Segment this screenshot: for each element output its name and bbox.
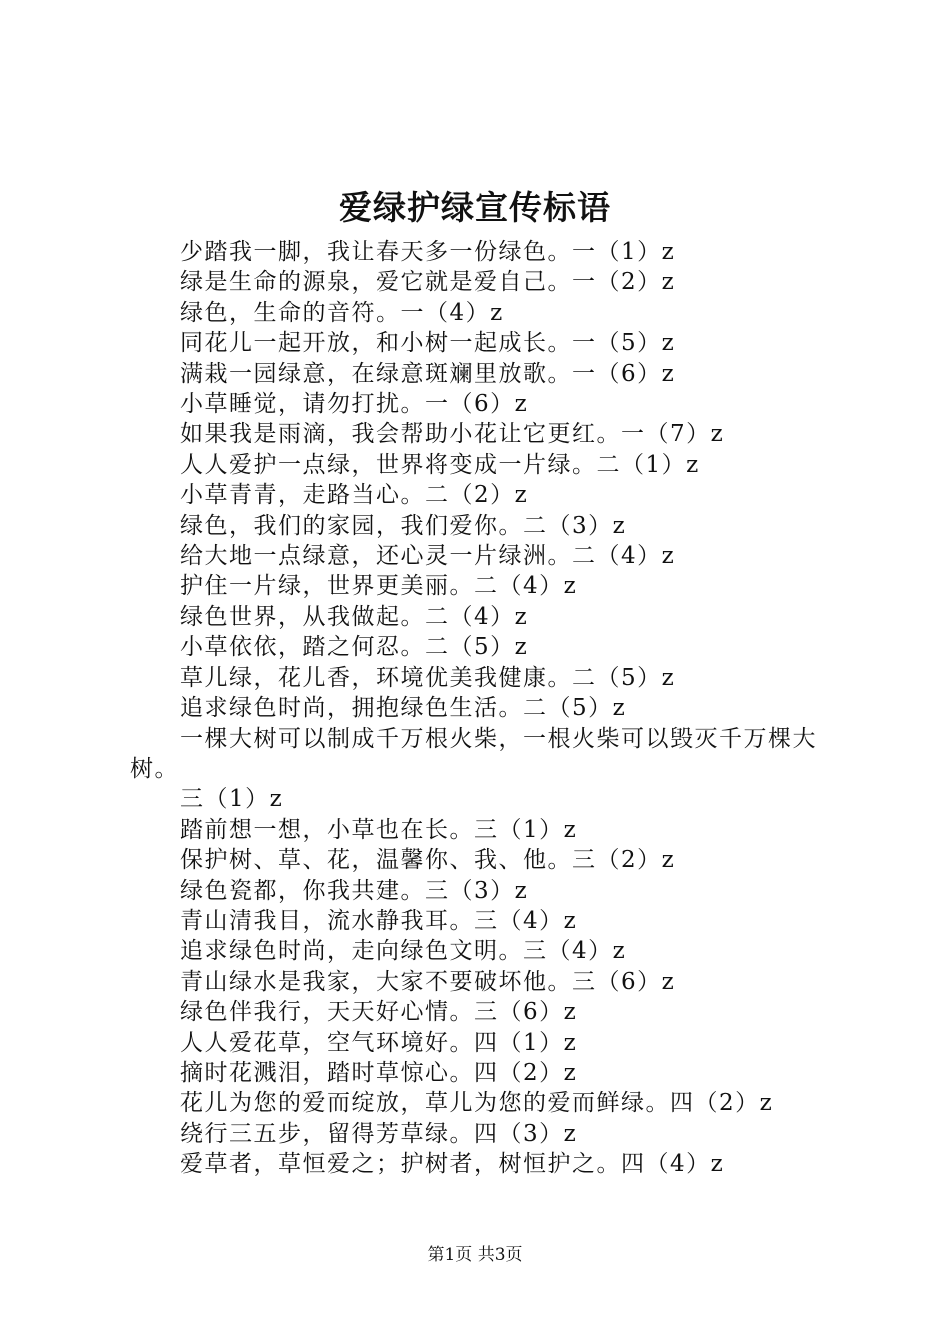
slogan-line: 追求绿色时尚，拥抱绿色生活。二（5）z (180, 695, 627, 722)
page-number-footer: 第1页 共3页 (427, 1245, 523, 1265)
slogan-line: 花儿为您的爱而绽放，草儿为您的爱而鲜绿。四（2）z (180, 1090, 774, 1117)
slogan-line: 三（1）z (180, 786, 284, 813)
slogan-line: 护住一片绿，世界更美丽。二（4）z (180, 573, 578, 600)
slogan-line: 如果我是雨滴，我会帮助小花让它更红。一（7）z (180, 421, 725, 448)
slogan-line: 同花儿一起开放，和小树一起成长。一（5）z (180, 330, 676, 357)
slogan-line: 少踏我一脚，我让春天多一份绿色。一（1）z (180, 239, 676, 265)
slogan-line: 绿色，我们的家园，我们爱你。二（3）z (180, 512, 627, 539)
slogan-line: 绿色世界，从我做起。二（4）z (180, 603, 529, 630)
slogan-line: 给大地一点绿意，还心灵一片绿洲。二（4）z (180, 543, 676, 570)
slogan-line: 摘时花溅泪，踏时草惊心。四（2）z (180, 1059, 578, 1086)
slogan-line: 人人爱花草，空气环境好。四（1）z (180, 1029, 578, 1056)
slogan-line: 踏前想一想，小草也在长。三（1）z (180, 816, 578, 843)
slogan-line: 一棵大树可以制成千万根火柴，一根火柴可以毁灭千万棵大树。 (130, 725, 817, 782)
slogan-line: 绿色，生命的音符。一（4）z (180, 299, 504, 326)
slogan-line: 绿是生命的源泉，爱它就是爱自己。一（2）z (180, 269, 676, 296)
slogan-line: 小草青青，走路当心。二（2）z (180, 482, 529, 509)
slogan-line: 绕行三五步，留得芳草绿。四（3）z (180, 1120, 578, 1147)
slogan-line: 青山绿水是我家，大家不要破坏他。三（6）z (180, 968, 676, 995)
slogan-line: 小草睡觉，请勿打扰。一（6）z (180, 391, 529, 418)
document-title: 爱绿护绿宣传标语 (339, 188, 611, 227)
slogan-line: 草儿绿，花儿香，环境优美我健康。二（5）z (180, 664, 676, 691)
slogan-line: 人人爱护一点绿，世界将变成一片绿。二（1）z (180, 451, 700, 478)
slogan-line: 爱草者，草恒爱之；护树者，树恒护之。四（4）z (180, 1151, 725, 1178)
slogan-line: 小草依依，踏之何忍。二（5）z (180, 634, 529, 661)
slogan-line: 绿色伴我行，天天好心情。三（6）z (180, 999, 578, 1026)
slogan-line: 绿色瓷都，你我共建。三（3）z (180, 877, 529, 904)
slogan-list (130, 237, 850, 1180)
slogan-line: 追求绿色时尚，走向绿色文明。三（4）z (180, 938, 627, 965)
slogan-line: 保护树、草、花，温馨你、我、他。三（2）z (180, 847, 676, 874)
slogan-line: 满栽一园绿意，在绿意斑斓里放歌。一（6）z (180, 360, 676, 387)
slogan-line: 青山清我目，流水静我耳。三（4）z (180, 907, 578, 934)
